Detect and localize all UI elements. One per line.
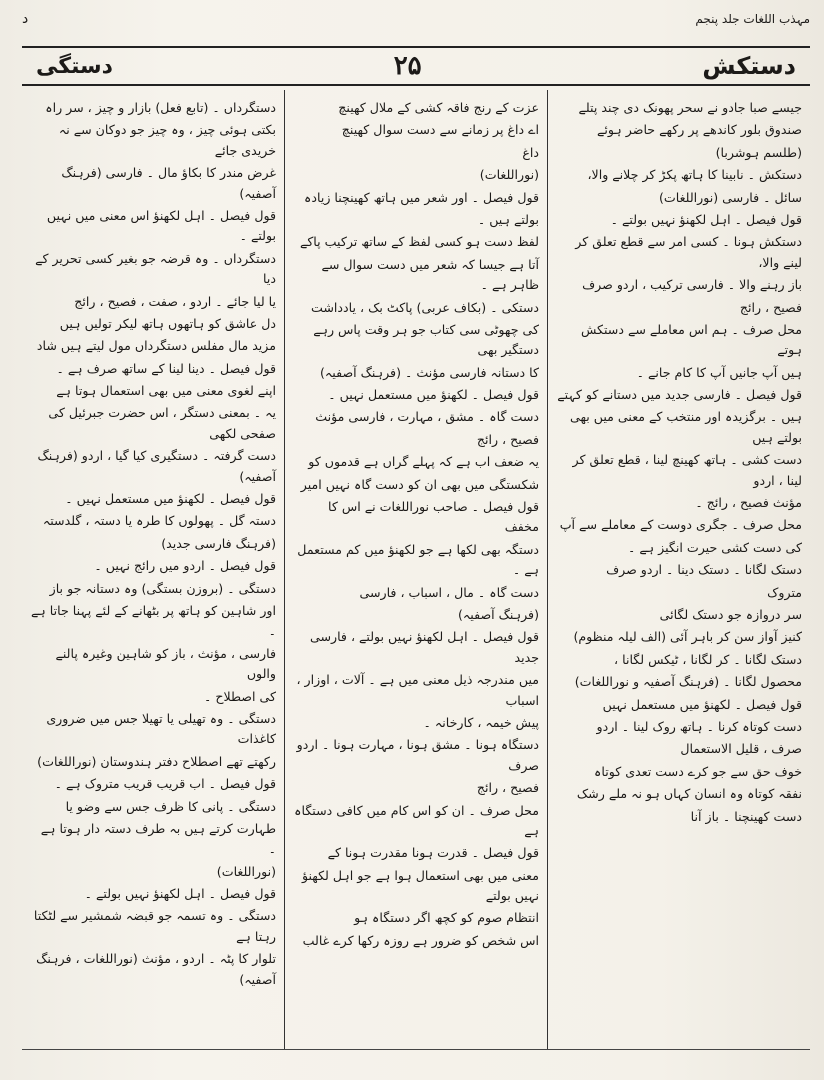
text-line: اور شاہین کو ہاتھ پر بٹھانے کے لئے پہنا جاتا ہے ۔ xyxy=(31,602,276,639)
text-line: اس شخص کو ضرور ہے روزہ رکھا کرے غالب xyxy=(302,932,539,948)
text-line: فصیح ، رائج xyxy=(476,780,539,796)
text-line: بکتی ہوئی چیز ، وہ چیز جو دوکان سے نہ خریدی جائے xyxy=(58,122,276,158)
text-line: رکھتے تھے اصطلاح دفتر ہندوستان (نوراللغات) xyxy=(37,753,276,769)
text-line: صندوق بلور کاندھے پر رکھے حاضر ہوئے xyxy=(597,122,802,138)
text-line: قول فیصل ۔ اہل لکھنؤ نہیں بولتے ۔ xyxy=(610,211,802,227)
text-line: محل صرف ۔ ان کو اس کام میں کافی دستگاہ ہے xyxy=(294,802,539,838)
text-line: کی چھوٹی سی کتاب جو ہر وقت پاس رہے دستگیر بھی xyxy=(313,321,539,358)
text-line: اے داغ پر زمانے سے دست سوال کھینچ xyxy=(341,122,539,138)
text-line: دستگی ۔ وہ تسمہ جو قبضہ شمشیر سے لٹکتا رہتا ہے xyxy=(33,908,276,944)
text-line: قول فیصل ۔ اہل لکھنؤ نہیں بولتے ، فارسی جدید xyxy=(309,629,539,665)
column-middle xyxy=(285,90,548,1049)
text-line: میں مندرجہ ذیل معنی میں ہے ۔ آلات ، اوزار ، اسباب xyxy=(296,672,539,708)
text-line: بولتے ہیں ۔ xyxy=(477,211,539,227)
column-right xyxy=(548,90,810,1049)
text-line: قول فیصل ۔ اب قریب قریب متروک ہے ۔ xyxy=(54,776,276,792)
text-line: دست کھینچنا ۔ باز آنا xyxy=(690,808,802,824)
text-line: دستگہ بھی لکھا ہے جو لکھنؤ میں کم مستعمل ہے ۔ xyxy=(297,541,539,578)
text-line: مؤنث فصیح ، رائج ۔ xyxy=(695,495,802,511)
text-line: اپنے لغوی معنی میں بھی استعمال ہوتا ہے xyxy=(56,383,276,399)
text-line: ہیں آپ جانیں آپ کا کام جانے ۔ xyxy=(636,364,802,380)
text-line: مزید مال مفلس دستگرداں مول لیتے ہیں شاد xyxy=(36,338,276,354)
text-columns xyxy=(22,90,810,1050)
text-line: غرض مندر کا بکاؤ مال ۔ فارسی (فرہنگ آصفیہ) xyxy=(61,165,276,201)
text-line: فصیح ، رائج xyxy=(476,431,539,447)
text-line: کی اصطلاح ۔ xyxy=(203,688,276,704)
folio-mark: د xyxy=(22,11,29,27)
text-line: معنی میں بھی استعمال ہوا ہے جو اہل لکھنؤ نہیں بولتے xyxy=(301,867,539,904)
text-line: نفقہ کوتاہ وہ انسان کہاں ہو نہ ملے رشک xyxy=(576,786,802,802)
text-line: متروک xyxy=(767,584,802,600)
text-line: دستگی ۔ وہ تھیلی یا تھیلا جس میں ضروری کاغذات xyxy=(46,710,276,747)
text-line: داغ xyxy=(522,144,539,160)
text-line: قول فیصل ۔ لکھنؤ میں مستعمل نہیں ۔ xyxy=(328,387,539,403)
text-line: فصیح ، رائج xyxy=(739,299,802,315)
text-line: دل عاشق کو ہاتھوں ہاتھ لیکر تولیں ہیں xyxy=(59,315,276,331)
text-line: باز رہنے والا ۔ فارسی ترکیب ، اردو صرف xyxy=(582,277,802,293)
text-line: لفظ دست ہو کسی لفظ کے ساتھ ترکیب پاکے xyxy=(299,234,539,250)
text-line: دستگرداں ۔ (تابع فعل) بازار و چیز ، سر راہ xyxy=(45,100,276,115)
source-title: مہذب اللغات جلد پنجم xyxy=(695,12,810,26)
text-line: پیش خیمہ ، کارخانہ ۔ xyxy=(423,714,539,730)
page-number: ۲۵ xyxy=(393,51,422,81)
text-line: دست کوتاہ کرنا ۔ ہاتھ روک لینا ۔ اردو xyxy=(596,718,802,734)
text-line: دستک لگانا ۔ کر لگانا ، ٹیکس لگانا ، xyxy=(614,651,802,667)
last-headword: دستگی xyxy=(36,53,113,79)
text-line: دستگاہ ہونا ۔ مشق ہونا ، مہارت ہونا ۔ اردو صرف xyxy=(296,737,539,773)
text-line: محصول لگانا ۔ (فرہنگ آصفیہ و نوراللغات) xyxy=(574,674,802,690)
text-line: طہارت کرتے ہیں بہ طرف دستہ دار ہوتا ہے ۔ xyxy=(40,820,276,857)
first-headword: دستکش xyxy=(702,52,796,80)
title-bar xyxy=(22,46,810,86)
text-line: دست گرفتہ ۔ دستگیری کیا گیا ، اردو (فرہنگ آصفیہ) xyxy=(37,448,276,484)
text-line: آتا ہے جیسا کہ شعر میں دست سوال سے ظاہر ہے ۔ xyxy=(321,256,539,293)
text-line: (طلسم ہوشربا) xyxy=(715,144,802,160)
text-line: قول فیصل ۔ اردو میں رائج نہیں ۔ xyxy=(94,558,276,574)
text-line: دستکش ۔ نابینا کا ہاتھ پکڑ کر چلانے والا، xyxy=(587,167,802,183)
text-line: دستگی ۔ پانی کا ظرف جس سے وضو یا xyxy=(65,798,276,814)
text-line: دست کشی ۔ ہاتھ کھینچ لینا ، قطع تعلق کر لینا ، اردو xyxy=(572,452,802,488)
text-line: انتظام صوم کو کچھ اگر دستگاہ ہو xyxy=(354,910,539,926)
text-line: سر دروازہ جو دستک لگائی xyxy=(659,606,802,622)
text-line: (نوراللغات) xyxy=(479,167,539,183)
text-line: محل صرف ۔ جگری دوست کے معاملے سے آپ xyxy=(559,517,802,533)
text-line: صرف ، قلیل الاستعمال xyxy=(680,741,802,757)
text-line: کا دستانہ فارسی مؤنث ۔ (فرہنگ آصفیہ) xyxy=(319,364,539,380)
text-line: شکستگی میں بھی ان کو دست گاہ نہیں امیر xyxy=(300,476,539,492)
text-line: قول فیصل ۔ اہل لکھنؤ اس معنی میں نہیں بولتے ۔ xyxy=(46,207,276,244)
text-line: فارسی ، مؤنث ، باز کو شاہین وغیرہ پالنے والوں xyxy=(55,645,276,682)
text-line: قول فیصل ۔ فارسی جدید میں دستانے کو کہتے xyxy=(557,387,802,403)
text-line: یا لیا جائے ۔ اردو ، صفت ، فصیح ، رائج xyxy=(74,293,276,309)
text-line: (فرہنگ آصفیہ) xyxy=(458,606,539,622)
text-line: دستہ گل ۔ پھولوں کا طرہ یا دستہ ، گلدستہ xyxy=(42,513,276,529)
text-line: دستگی ۔ (بروزن بستگی) وہ دستانہ جو باز xyxy=(49,580,276,596)
text-line: قول فیصل ۔ قدرت ہونا مقدرت ہونا کے xyxy=(327,845,539,861)
text-line: دستک لگانا ۔ دستک دینا ۔ اردو صرف xyxy=(606,562,802,578)
text-line: قول فیصل ۔ اور شعر میں ہاتھ کھینچنا زیادہ xyxy=(304,189,539,205)
text-line: قول فیصل ۔ صاحب نوراللغات نے اس کا مخفف xyxy=(328,499,539,535)
text-line: قول فیصل ۔ اہل لکھنؤ نہیں بولتے ۔ xyxy=(84,886,276,902)
column-left xyxy=(22,90,285,1049)
text-line: (نوراللغات) xyxy=(216,863,276,879)
text-line: یہ ۔ بمعنی دستگر ، اس حضرت جبرئیل کی صفحی لکھی xyxy=(48,405,276,441)
text-line: دست گاہ ۔ مال ، اسباب ، فارسی xyxy=(359,584,539,600)
text-line: جیسے صبا جادو نے سحر پھونک دی چند پتلے xyxy=(578,100,802,115)
text-line: قول فیصل ۔ دینا لینا کے ساتھ صرف ہے ۔ xyxy=(56,360,276,376)
text-line: دست گاہ ۔ مشق ، مہارت ، فارسی مؤنث xyxy=(315,409,539,425)
text-line: دستکش ہونا ۔ کسی امر سے قطع تعلق کر لینے والا، xyxy=(575,234,802,270)
running-header xyxy=(22,4,810,34)
text-line: دستگرداں ۔ وہ قرضہ جو بغیر کسی تحریر کے دیا xyxy=(35,250,276,287)
text-line: عزت کے رنج فاقہ کشی کے ملال کھینچ xyxy=(338,100,539,115)
text-line: قول فیصل ۔ لکھنؤ میں مستعمل نہیں xyxy=(602,696,802,712)
text-line: تلوار کا پٹہ ۔ اردو ، مؤنث (نوراللغات ، فرہنگ آصفیہ) xyxy=(36,951,276,987)
text-line: قول فیصل ۔ لکھنؤ میں مستعمل نہیں ۔ xyxy=(65,491,276,507)
text-line: محل صرف ۔ ہم اس معاملے سے دستکش ہوتے xyxy=(581,321,802,358)
text-line: کی دست کشی حیرت انگیز ہے ۔ xyxy=(627,539,802,555)
text-line: کنیز آواز سن کر باہر آئی (الف لیلہ منظوم) xyxy=(573,629,802,645)
text-line: دستکی ۔ (بکاف عربی) پاکٹ بک ، یادداشت xyxy=(311,299,539,315)
text-line: ہیں ۔ برگزیدہ اور منتخب کے معنی میں بھی بولتے ہیں xyxy=(569,409,802,445)
text-line: سائل ۔ فارسی (نوراللغات) xyxy=(658,189,802,205)
text-line: یہ ضعف اب ہے کہ پہلے گراں ہے قدموں کو xyxy=(308,454,539,470)
text-line: خوف حق سے جو کرے دست تعدی کوتاہ xyxy=(594,763,802,779)
text-line: (فرہنگ فارسی جدید) xyxy=(161,535,276,551)
